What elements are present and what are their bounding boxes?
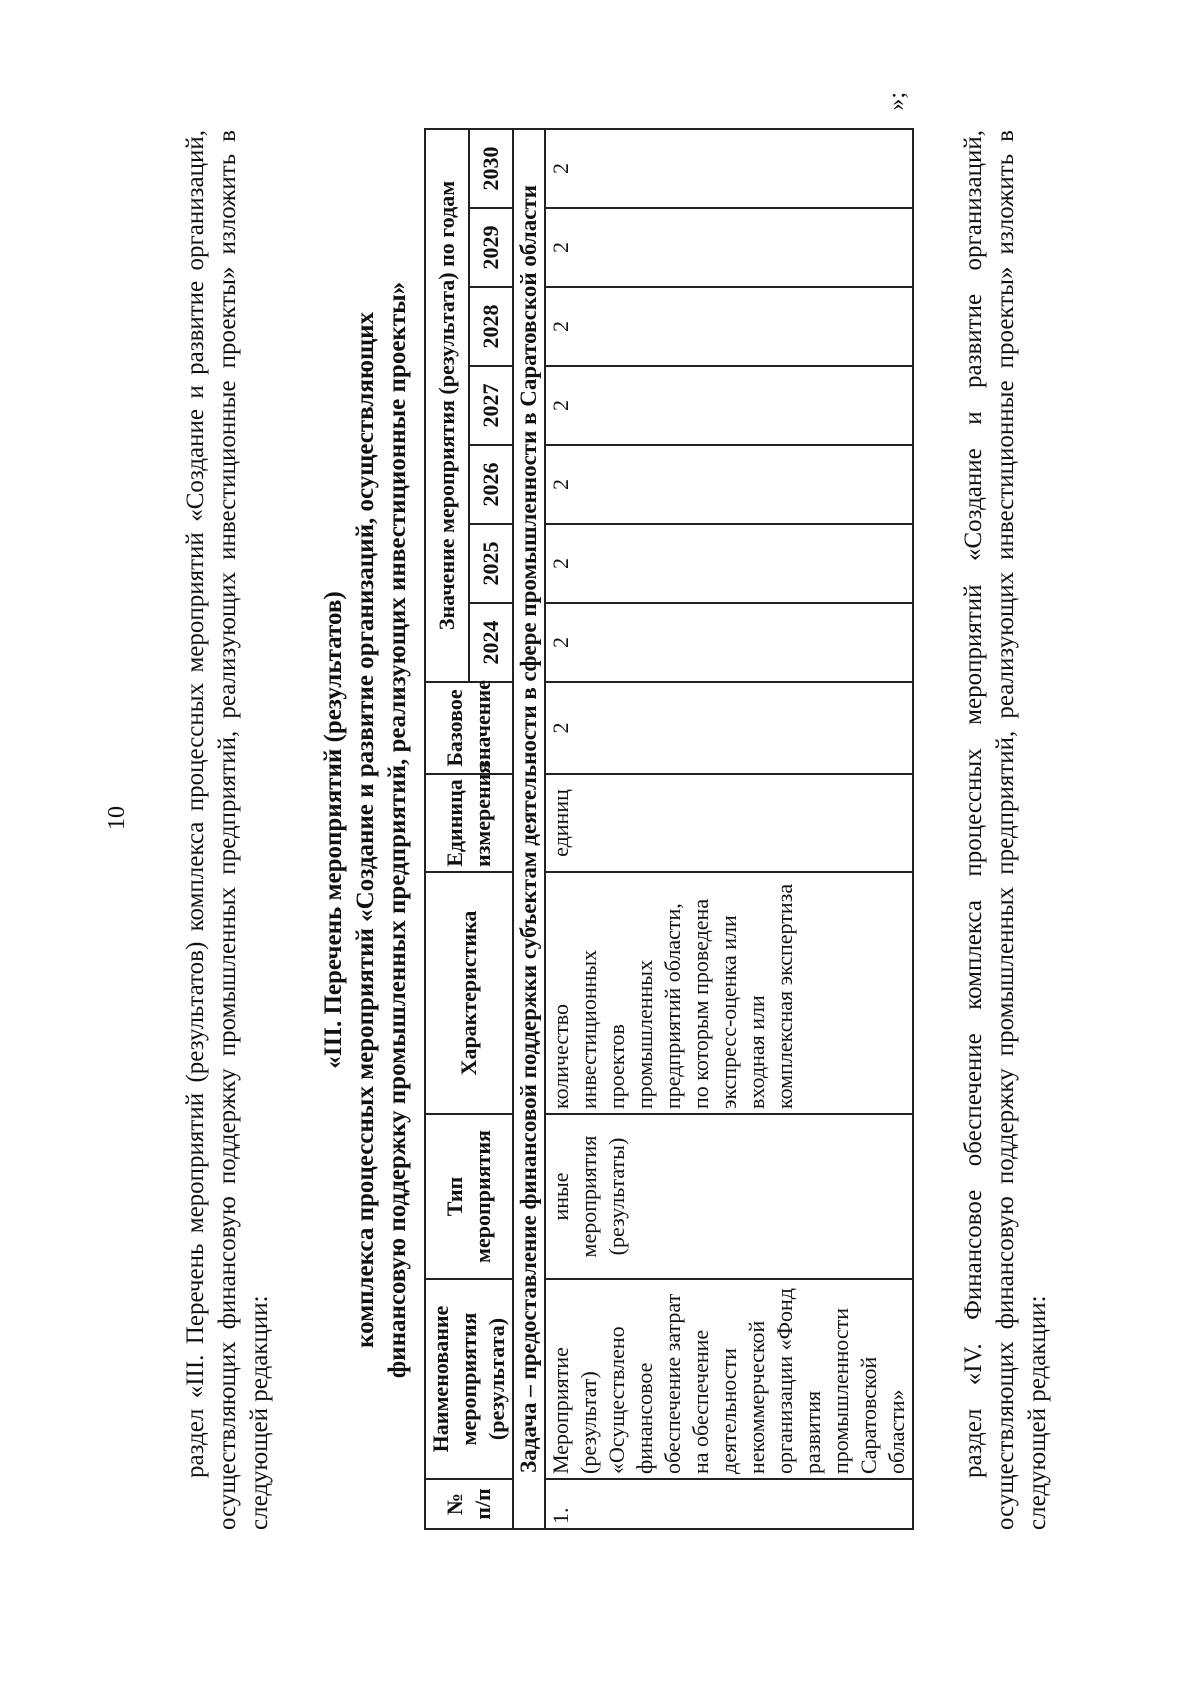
heading-line-3: финансовую поддержку промышленных предприятий, реализующих инвестиционные проекты» xyxy=(384,281,411,1379)
section4-paragraph: раздел «IV. Финансовое обеспечение комплекса процессных мероприятий «Создание и развитие организаций, осуществляющих финансовую поддержку промышленных предприятий, реализующих инвестиционные проекты» изложить в следующей редакции: xyxy=(960,130,1051,1530)
row-unit: единиц xyxy=(545,774,913,872)
row-value-2026: 2 xyxy=(545,445,913,524)
row-base: 2 xyxy=(545,682,913,774)
intro-paragraph: раздел «III. Перечень мероприятий (результатов) комплекса процессных мероприятий «Создание и развитие организаций, осуществляющих финансовую поддержку промышленных предприятий, реализующих инвестиционные проекты» изложить в следующей редакции: xyxy=(182,130,273,1530)
closing-quote: »; xyxy=(884,92,910,111)
year-2024: 2024 xyxy=(469,603,513,682)
row-value-2024: 2 xyxy=(545,603,913,682)
activities-table xyxy=(424,128,914,1530)
year-2025: 2025 xyxy=(469,524,513,603)
row-value-2030: 2 xyxy=(545,129,913,208)
year-2029: 2029 xyxy=(469,208,513,287)
row-num: 1. xyxy=(545,1479,913,1529)
task-text: Задача – предоставление финансовой поддержки субъектам деятельности в сфере промышленности в Саратовской области xyxy=(513,129,545,1529)
heading-line-2: комплекса процессных мероприятий «Создание и развитие организаций, осуществляющих xyxy=(352,312,379,1348)
header-values-group: Значение мероприятия (результата) по годам xyxy=(425,129,469,682)
year-2026: 2026 xyxy=(469,445,513,524)
year-2028: 2028 xyxy=(469,287,513,366)
row-characteristic: количество инвестиционных проектов промышленных предприятий области, по которым проведена экспресс-оценка или входная или комплексная экспертиза xyxy=(545,872,913,1114)
row-value-2028: 2 xyxy=(545,287,913,366)
header-type: Тип мероприятия xyxy=(425,1114,513,1279)
row-value-2029: 2 xyxy=(545,208,913,287)
header-num: № п/п xyxy=(425,1479,513,1529)
year-2030: 2030 xyxy=(469,129,513,208)
row-type: иные мероприятия (результаты) xyxy=(545,1114,913,1279)
row-name: Мероприятие (результат) «Осуществлено финансовое обеспечение затрат на обеспечение деятельности некоммерческой организации «Фонд развития промышленности Саратовской области» xyxy=(545,1279,913,1479)
heading-line-1: «III. Перечень мероприятий (результатов) xyxy=(320,591,347,1069)
row-value-2025: 2 xyxy=(545,524,913,603)
header-base: Базовое значение xyxy=(425,682,513,774)
header-unit: Единица измерения xyxy=(425,774,513,872)
table-header-row xyxy=(425,129,469,1529)
header-name: Наименование мероприятия (результата) xyxy=(425,1279,513,1479)
page-number: 10 xyxy=(104,806,130,830)
header-characteristic: Характеристика xyxy=(425,872,513,1114)
section-heading xyxy=(318,130,414,1530)
rotated-landscape-content xyxy=(180,92,1051,1530)
year-2027: 2027 xyxy=(469,366,513,445)
table-row xyxy=(545,129,913,1529)
task-row xyxy=(513,129,545,1529)
row-value-2027: 2 xyxy=(545,366,913,445)
